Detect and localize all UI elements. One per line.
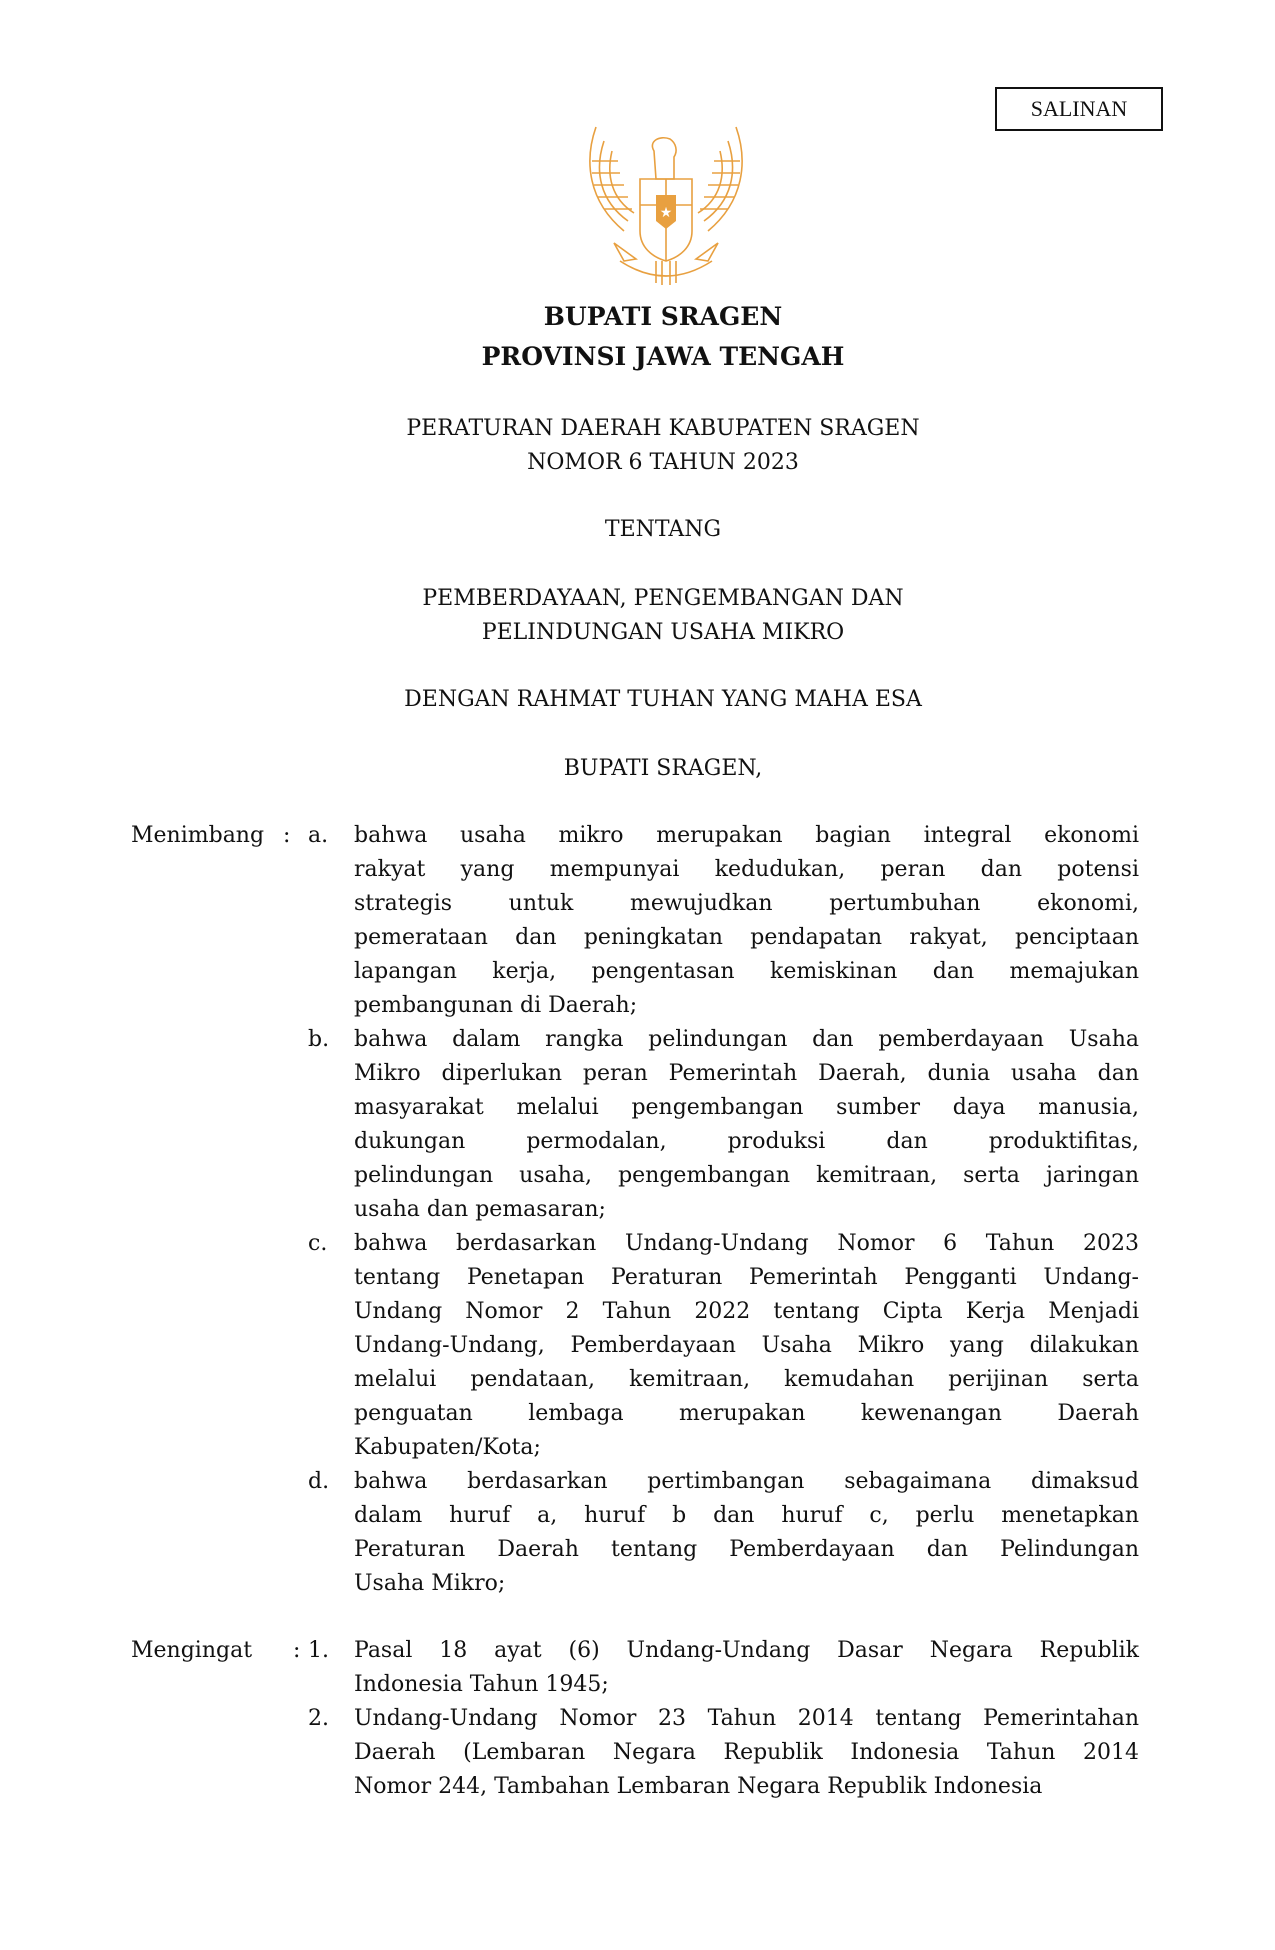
list-item-line: Pasal 18 ayat (6) Undang-Undang Dasar Negara Republik [354,1638,1139,1663]
list-marker: c. [308,1231,328,1256]
list-item-line: melalui pendataan, kemitraan, kemudahan perijinan serta [354,1367,1139,1392]
title-province: PROVINSI JAWA TENGAH [481,342,845,371]
blessing: DENGAN RAHMAT TUHAN YANG MAHA ESA [404,687,922,712]
list-item-line: tentang Penetapan Peraturan Pemerintah Pengganti Undang- [354,1265,1139,1290]
list-item-line: Nomor 244, Tambahan Lembaran Negara Republik Indonesia [354,1774,1043,1799]
list-item-line: bahwa berdasarkan pertimbangan sebagaimana dimaksud [354,1469,1139,1494]
list-item-line: Mikro diperlukan peran Pemerintah Daerah, dunia usaha dan [354,1061,1139,1086]
list-marker: b. [308,1027,330,1052]
salinan-stamp: SALINAN [995,87,1163,131]
list-item-line: Undang-Undang Nomor 23 Tahun 2014 tentang Pemerintahan [354,1706,1139,1731]
list-marker: a. [308,823,329,848]
list-item-line: Undang-Undang, Pemberdayaan Usaha Mikro yang dilakukan [354,1333,1139,1358]
menimbang-colon: : [283,823,291,848]
regulation-title: PERATURAN DAERAH KABUPATEN SRAGEN [406,416,920,441]
list-item-line: Kabupaten/Kota; [354,1435,541,1460]
list-item-line: Undang Nomor 2 Tahun 2022 tentang Cipta Kerja Menjadi [354,1299,1139,1324]
list-item-line: pembangunan di Daerah; [354,993,638,1018]
authority: BUPATI SRAGEN, [563,756,763,781]
list-item-line: strategis untuk mewujudkan pertumbuhan ekonomi, [354,891,1139,916]
subject-line-2: PELINDUNGAN USAHA MIKRO [481,620,845,645]
list-item-line: usaha dan pemasaran; [354,1197,606,1222]
title-bupati: BUPATI SRAGEN [543,302,783,331]
list-item-line: Peraturan Daerah tentang Pemberdayaan dan Pelindungan [354,1537,1139,1562]
list-item-line: bahwa berdasarkan Undang-Undang Nomor 6 Tahun 2023 [354,1231,1139,1256]
list-item-line: bahwa dalam rangka pelindungan dan pemberdayaan Usaha [354,1027,1139,1052]
mengingat-colon: : [293,1638,301,1663]
menimbang-label: Menimbang [131,823,265,848]
list-item-line: Usaha Mikro; [354,1571,506,1596]
list-item-line: bahwa usaha mikro merupakan bagian integral ekonomi [354,823,1139,848]
about-heading: TENTANG [604,517,722,542]
svg-text:★: ★ [659,205,673,221]
list-item-line: pelindungan usaha, pengembangan kemitraan, serta jaringan [354,1163,1139,1188]
mengingat-label: Mengingat [131,1638,253,1663]
list-marker: 1. [308,1638,329,1663]
list-item-line: pemerataan dan peningkatan pendapatan rakyat, penciptaan [354,925,1139,950]
list-item-line: dukungan permodalan, produksi dan produktifitas, [354,1129,1139,1154]
list-item-line: Daerah (Lembaran Negara Republik Indonesia Tahun 2014 [354,1740,1139,1765]
list-item-line: penguatan lembaga merupakan kewenangan Daerah [354,1401,1139,1426]
list-item-line: lapangan kerja, pengentasan kemiskinan dan memajukan [354,959,1139,984]
regulation-number: NOMOR 6 TAHUN 2023 [527,450,799,475]
list-item-line: masyarakat melalui pengembangan sumber daya manusia, [354,1095,1139,1120]
garuda-emblem-icon [584,121,748,295]
list-marker: d. [308,1469,330,1494]
list-item-line: Indonesia Tahun 1945; [354,1672,609,1697]
list-item-line: dalam huruf a, huruf b dan huruf c, perlu menetapkan [354,1503,1139,1528]
list-item-line: rakyat yang mempunyai kedudukan, peran dan potensi [354,857,1139,882]
subject-line-1: PEMBERDAYAAN, PENGEMBANGAN DAN [422,586,904,611]
list-marker: 2. [308,1706,329,1731]
